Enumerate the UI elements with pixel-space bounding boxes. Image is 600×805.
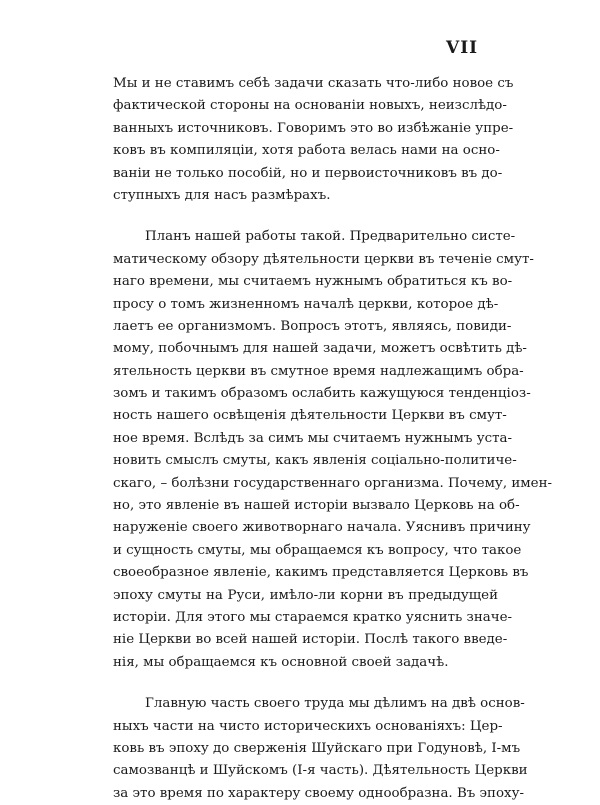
text-line: самозванцѣ и Шуйскомъ (I-я часть). Дѣятельность Церкви [113,763,528,779]
text-line: ное время. Вслѣдъ за симъ мы считаемъ нужнымъ уста- [113,430,512,446]
text-line: ванныхъ источниковъ. Говоримъ это во избѣжанiе упре- [113,120,514,136]
text-line: фактической стороны на основанiи новыхъ, неизслѣдо- [113,98,507,114]
text-line: нiя, мы обращаемся къ основной своей задачѣ. [113,654,449,670]
text-line: Мы и не ставимъ себѣ задачи сказать что-либо новое съ [113,76,514,91]
text-line: лаетъ ее организмомъ. Вопросъ этотъ, являясь, повиди- [113,318,512,334]
text-line: ковь въ эпоху до сверженiя Шуйскаго при Годуновѣ, I-мъ [113,740,521,756]
text-line: исторiи. Для этого мы стараемся кратко уяснить значе- [113,609,513,625]
text-line: Главную часть своего труда мы дѣлимъ на двѣ основ- [145,696,525,712]
text-line: за это время по характеру своему однообразна. Въ эпоху- [113,785,524,801]
text-line: ванiи не только пособiй, но и первоисточниковъ въ до- [113,165,503,181]
text-line: Планъ нашей работы такой. Предварительно систе- [145,229,516,245]
text-line: ступныхъ для насъ размѣрахъ. [113,187,331,203]
text-line: новить смыслъ смуты, какъ явленiя соцiально-политиче- [113,453,517,469]
text-line: ятельность церкви въ смутное время надлежащимъ обра- [113,363,524,379]
text-line: зомъ и такимъ образомъ ослабить кажущуюся тенденцiоз- [113,386,531,402]
body-text [113,73,553,805]
text-line: наго времени, мы считаемъ нужнымъ обратиться къ во- [113,274,513,290]
text-line: матическому обзору дѣятельности церкви въ теченiе смут- [113,251,534,267]
text-line: эпоху смуты на Руси, имѣло-ли корни въ предыдущей [113,587,498,603]
paragraph-2 [113,226,553,674]
text-line: ныхъ части на чисто историческихъ основанiяхъ: Цер- [113,718,503,734]
text-line: и сущность смуты, мы обращаемся къ вопросу, что такое [113,542,522,558]
text-line: ность нашего освѣщенiя дѣятельности Церкви въ смут- [113,408,507,424]
text-line: мому, побочнымъ для нашей задачи, можетъ освѣтить дѣ- [113,341,527,357]
paragraph-1 [113,73,514,207]
text-line: своеобразное явленiе, какимъ представляется Церковь въ [113,565,529,581]
text-line: просу о томъ жизненномъ началѣ церкви, которое дѣ- [113,296,499,312]
text-line: ковъ въ компиляцiи, хотя работа велась нами на осно- [113,143,500,159]
text-line: наруженiе своего животворнаго начала. Уяснивъ причину [113,520,531,536]
text-line: но, это явленiе въ нашей исторiи вызвало Церковь на об- [113,498,520,514]
page-number: VII [446,38,479,58]
text-line: нiе Церкви во всей нашей исторiи. Послѣ такого введе- [113,632,508,648]
paragraph-3 [113,693,528,805]
text-line: скаго, – болѣзни государственнаго организма. Почему, имен- [113,475,553,491]
